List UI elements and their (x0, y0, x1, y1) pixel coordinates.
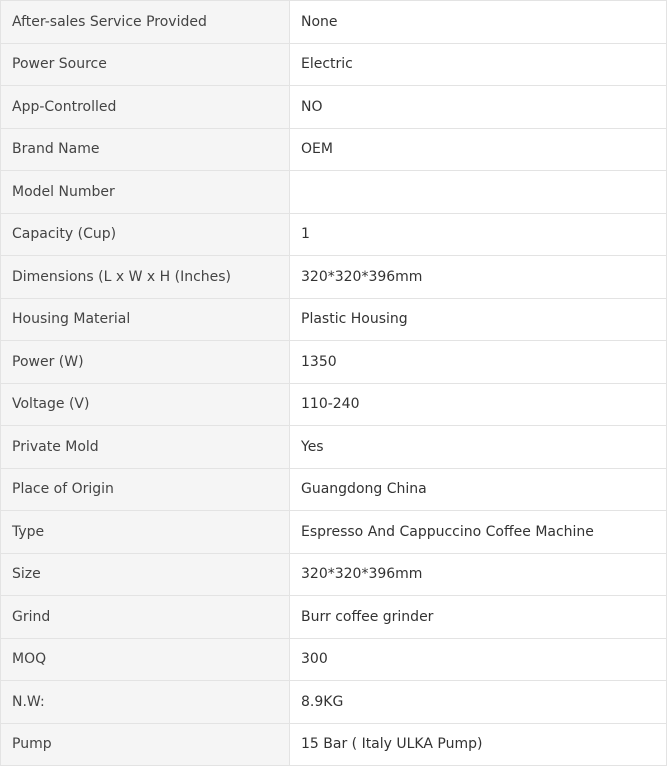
spec-key: After-sales Service Provided (1, 1, 290, 44)
table-row (1, 511, 667, 554)
spec-key: Place of Origin (1, 468, 290, 511)
spec-key: N.W: (1, 681, 290, 724)
spec-key: MOQ (1, 638, 290, 681)
spec-key: App-Controlled (1, 86, 290, 129)
spec-key: Pump (1, 723, 290, 766)
spec-value: Guangdong China (290, 468, 667, 511)
table-row (1, 43, 667, 86)
spec-value (290, 171, 667, 214)
spec-value: Burr coffee grinder (290, 596, 667, 639)
spec-value: Electric (290, 43, 667, 86)
spec-key: Grind (1, 596, 290, 639)
spec-value: 110-240 (290, 383, 667, 426)
spec-value: OEM (290, 128, 667, 171)
spec-key: Housing Material (1, 298, 290, 341)
spec-key: Model Number (1, 171, 290, 214)
table-row (1, 341, 667, 384)
spec-value: NO (290, 86, 667, 129)
spec-key: Power (W) (1, 341, 290, 384)
spec-key: Voltage (V) (1, 383, 290, 426)
table-row (1, 638, 667, 681)
table-row (1, 723, 667, 766)
spec-value: Espresso And Cappuccino Coffee Machine (290, 511, 667, 554)
spec-value: 1 (290, 213, 667, 256)
spec-value: 300 (290, 638, 667, 681)
table-row (1, 383, 667, 426)
table-row (1, 553, 667, 596)
table-row (1, 213, 667, 256)
table-row (1, 426, 667, 469)
spec-key: Size (1, 553, 290, 596)
spec-key: Dimensions (L x W x H (Inches) (1, 256, 290, 299)
table-row (1, 596, 667, 639)
spec-value: 320*320*396mm (290, 553, 667, 596)
spec-value: None (290, 1, 667, 44)
table-row (1, 171, 667, 214)
table-row (1, 468, 667, 511)
spec-value: 8.9KG (290, 681, 667, 724)
spec-key: Type (1, 511, 290, 554)
spec-key: Capacity (Cup) (1, 213, 290, 256)
spec-value: 320*320*396mm (290, 256, 667, 299)
spec-key: Private Mold (1, 426, 290, 469)
table-row (1, 1, 667, 44)
table-row (1, 256, 667, 299)
spec-value: Yes (290, 426, 667, 469)
spec-value: 15 Bar ( Italy ULKA Pump) (290, 723, 667, 766)
spec-value: 1350 (290, 341, 667, 384)
spec-key: Power Source (1, 43, 290, 86)
table-row (1, 681, 667, 724)
table-row (1, 128, 667, 171)
spec-value: Plastic Housing (290, 298, 667, 341)
spec-key: Brand Name (1, 128, 290, 171)
table-row (1, 86, 667, 129)
table-row (1, 298, 667, 341)
